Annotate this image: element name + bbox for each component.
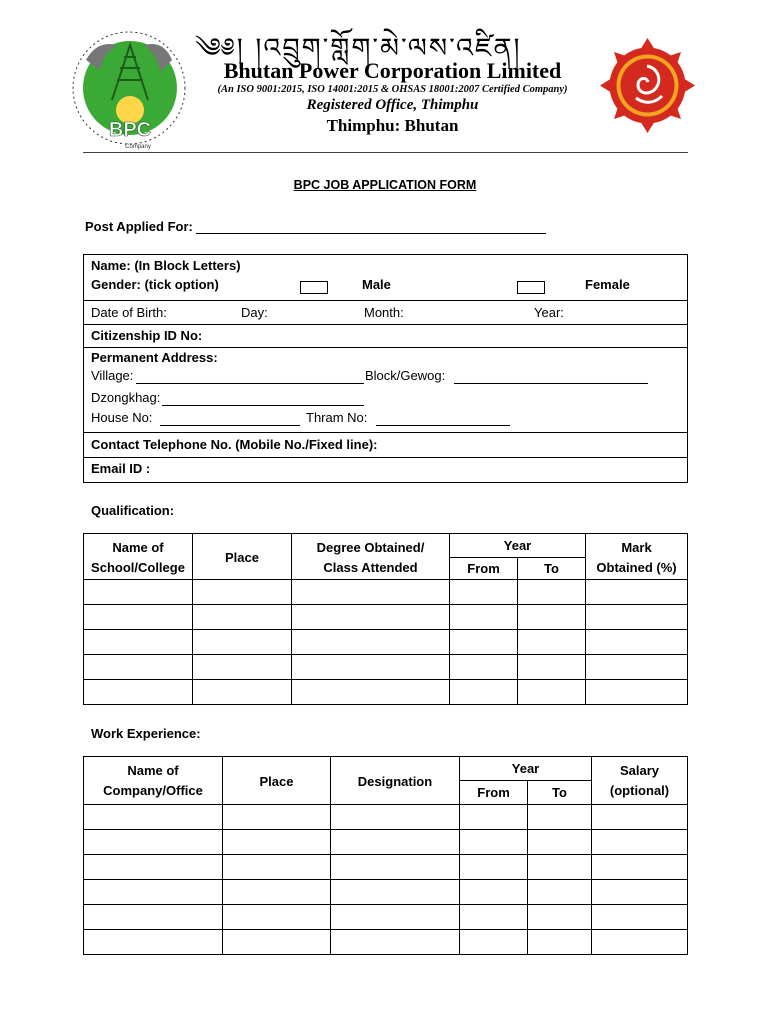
citizenship-id-label: Citizenship ID No:: [91, 328, 203, 343]
header-year: Year: [450, 534, 586, 558]
work-experience-title: Work Experience:: [91, 726, 201, 741]
table-cell[interactable]: [331, 805, 460, 830]
village-field[interactable]: [136, 383, 364, 384]
table-cell[interactable]: [193, 580, 292, 605]
table-cell[interactable]: [84, 605, 193, 630]
qualification-title: Qualification:: [91, 503, 175, 518]
logo-subtext: Company: [125, 144, 151, 150]
dob-month[interactable]: Month:: [364, 305, 404, 320]
bpc-logo: [72, 10, 187, 150]
certification-text: (An ISO 9001:2015, ISO 14001:2015 & OHSAS 18001:2007 Certified Company): [217, 84, 568, 95]
row-divider: [83, 347, 687, 348]
table-cell[interactable]: [528, 855, 592, 880]
table-cell[interactable]: [460, 930, 528, 955]
organization-name: Bhutan Power Corporation Limited: [223, 58, 562, 83]
table-cell[interactable]: [84, 830, 223, 855]
table-cell[interactable]: [84, 930, 223, 955]
table-cell[interactable]: [450, 630, 518, 655]
male-checkbox[interactable]: [300, 281, 328, 294]
header-salary-line2: (optional): [609, 782, 670, 798]
header-degree: [292, 534, 450, 580]
table-cell[interactable]: [331, 855, 460, 880]
table-cell[interactable]: [592, 880, 688, 905]
table-cell[interactable]: [528, 805, 592, 830]
email-label: Email ID :: [91, 461, 151, 476]
table-cell[interactable]: [223, 805, 331, 830]
female-checkbox[interactable]: [517, 281, 545, 294]
table-cell[interactable]: [528, 830, 592, 855]
dob-day[interactable]: Day:: [241, 305, 268, 320]
post-applied-label: Post Applied For:: [85, 219, 193, 234]
table-row: [84, 905, 688, 930]
table-row: [84, 855, 688, 880]
table-cell[interactable]: [292, 630, 450, 655]
table-cell[interactable]: [586, 630, 688, 655]
table-cell[interactable]: [460, 855, 528, 880]
table-cell[interactable]: [450, 680, 518, 705]
table-cell[interactable]: [518, 630, 586, 655]
row-divider: [83, 324, 687, 325]
header-place: Place: [193, 534, 292, 580]
table-cell[interactable]: [292, 680, 450, 705]
row-divider: [83, 432, 687, 433]
table-cell[interactable]: [528, 880, 592, 905]
header-degree-line1: Degree Obtained/: [316, 540, 425, 555]
table-cell[interactable]: [586, 655, 688, 680]
table-row: [84, 605, 688, 630]
logo-text: BPC: [108, 119, 152, 141]
header-salary: [592, 757, 688, 805]
table-cell[interactable]: [84, 905, 223, 930]
table-row: [84, 805, 688, 830]
table-cell[interactable]: [528, 930, 592, 955]
block-gewog-label: Block/Gewog:: [365, 368, 446, 383]
header-mark-line2: Obtained (%): [596, 559, 677, 575]
table-cell[interactable]: [518, 580, 586, 605]
table-cell[interactable]: [331, 830, 460, 855]
table-cell[interactable]: [193, 680, 292, 705]
thram-no-field[interactable]: [376, 425, 510, 426]
table-cell[interactable]: [84, 880, 223, 905]
table-cell[interactable]: [223, 930, 331, 955]
table-cell[interactable]: [331, 880, 460, 905]
city: Thimphu: Bhutan: [326, 116, 459, 135]
table-cell[interactable]: [292, 580, 450, 605]
header-company-line1: Name of: [127, 763, 179, 778]
male-label: Male: [362, 277, 391, 292]
emblem: [600, 38, 695, 133]
table-cell[interactable]: [193, 605, 292, 630]
table-cell[interactable]: [84, 805, 223, 830]
header-mark-line1: Mark: [621, 540, 652, 555]
form-title: BPC JOB APPLICATION FORM: [293, 178, 477, 192]
table-cell[interactable]: [518, 655, 586, 680]
table-cell[interactable]: [193, 630, 292, 655]
dob-label: Date of Birth:: [91, 305, 167, 320]
thram-no-label: Thram No:: [306, 410, 368, 425]
female-label: Female: [585, 277, 630, 292]
header-company-line2: Company/Office: [103, 782, 203, 798]
header-salary-line1: Salary: [619, 763, 660, 778]
table-cell[interactable]: [592, 855, 688, 880]
header-year: Year: [460, 757, 592, 781]
qualification-table: [83, 533, 688, 705]
table-cell[interactable]: [528, 905, 592, 930]
table-cell[interactable]: [84, 855, 223, 880]
village-label: Village:: [91, 368, 134, 383]
header-to: To: [518, 558, 586, 580]
table-cell[interactable]: [592, 830, 688, 855]
table-cell[interactable]: [592, 930, 688, 955]
table-cell[interactable]: [586, 680, 688, 705]
row-divider: [83, 300, 687, 301]
block-gewog-field[interactable]: [454, 383, 648, 384]
header-degree-line2: Class Attended: [323, 559, 418, 575]
table-row: [84, 880, 688, 905]
table-row: [84, 680, 688, 705]
header-from: From: [450, 558, 518, 580]
table-cell[interactable]: [450, 605, 518, 630]
dob-year[interactable]: Year:: [534, 305, 564, 320]
table-cell[interactable]: [292, 605, 450, 630]
header-divider: [83, 152, 688, 153]
table-cell[interactable]: [193, 655, 292, 680]
table-cell[interactable]: [518, 680, 586, 705]
post-applied-field[interactable]: [196, 233, 546, 234]
header-school-line1: Name of: [112, 540, 164, 555]
table-cell[interactable]: [586, 605, 688, 630]
contact-label: Contact Telephone No. (Mobile No./Fixed line):: [91, 437, 378, 452]
table-cell[interactable]: [292, 655, 450, 680]
house-no-label: House No:: [91, 410, 153, 425]
header-designation: Designation: [331, 757, 460, 805]
table-row: [84, 580, 688, 605]
header-to: To: [528, 781, 592, 805]
dzongkhag-label: Dzongkhag:: [91, 390, 161, 405]
table-cell[interactable]: [460, 905, 528, 930]
table-cell[interactable]: [586, 580, 688, 605]
permanent-address-label: Permanent Address:: [91, 350, 218, 365]
table-cell[interactable]: [84, 580, 193, 605]
table-cell[interactable]: [223, 830, 331, 855]
table-cell[interactable]: [331, 930, 460, 955]
table-cell[interactable]: [450, 655, 518, 680]
table-cell[interactable]: [84, 680, 193, 705]
table-cell[interactable]: [592, 905, 688, 930]
gender-label: Gender: (tick option): [91, 277, 219, 292]
table-row: [84, 630, 688, 655]
table-row: [84, 655, 688, 680]
header-place: Place: [223, 757, 331, 805]
table-cell[interactable]: [331, 905, 460, 930]
header-from: From: [460, 781, 528, 805]
table-cell[interactable]: [84, 630, 193, 655]
table-cell[interactable]: [460, 805, 528, 830]
house-no-field[interactable]: [160, 425, 300, 426]
tibetan-heading: ༄༅། །འབྲུག་གློག་མེ་ལས་འཛིན།: [195, 33, 522, 64]
table-cell[interactable]: [223, 855, 331, 880]
table-cell[interactable]: [592, 805, 688, 830]
table-row: [84, 830, 688, 855]
name-label: Name: (In Block Letters): [91, 258, 241, 273]
registered-office: Registered Office, Thimphu: [306, 97, 479, 113]
table-cell[interactable]: [84, 655, 193, 680]
table-row: [84, 930, 688, 955]
experience-table: [83, 756, 688, 955]
table-cell[interactable]: [223, 880, 331, 905]
table-cell[interactable]: [223, 905, 331, 930]
row-divider: [83, 457, 687, 458]
header-mark: [586, 534, 688, 580]
table-cell[interactable]: [518, 605, 586, 630]
table-cell[interactable]: [450, 580, 518, 605]
header-school: [84, 534, 193, 580]
dzongkhag-field[interactable]: [162, 405, 364, 406]
table-cell[interactable]: [460, 830, 528, 855]
header-company: [84, 757, 223, 805]
table-cell[interactable]: [460, 880, 528, 905]
header-school-line2: School/College: [91, 559, 185, 575]
